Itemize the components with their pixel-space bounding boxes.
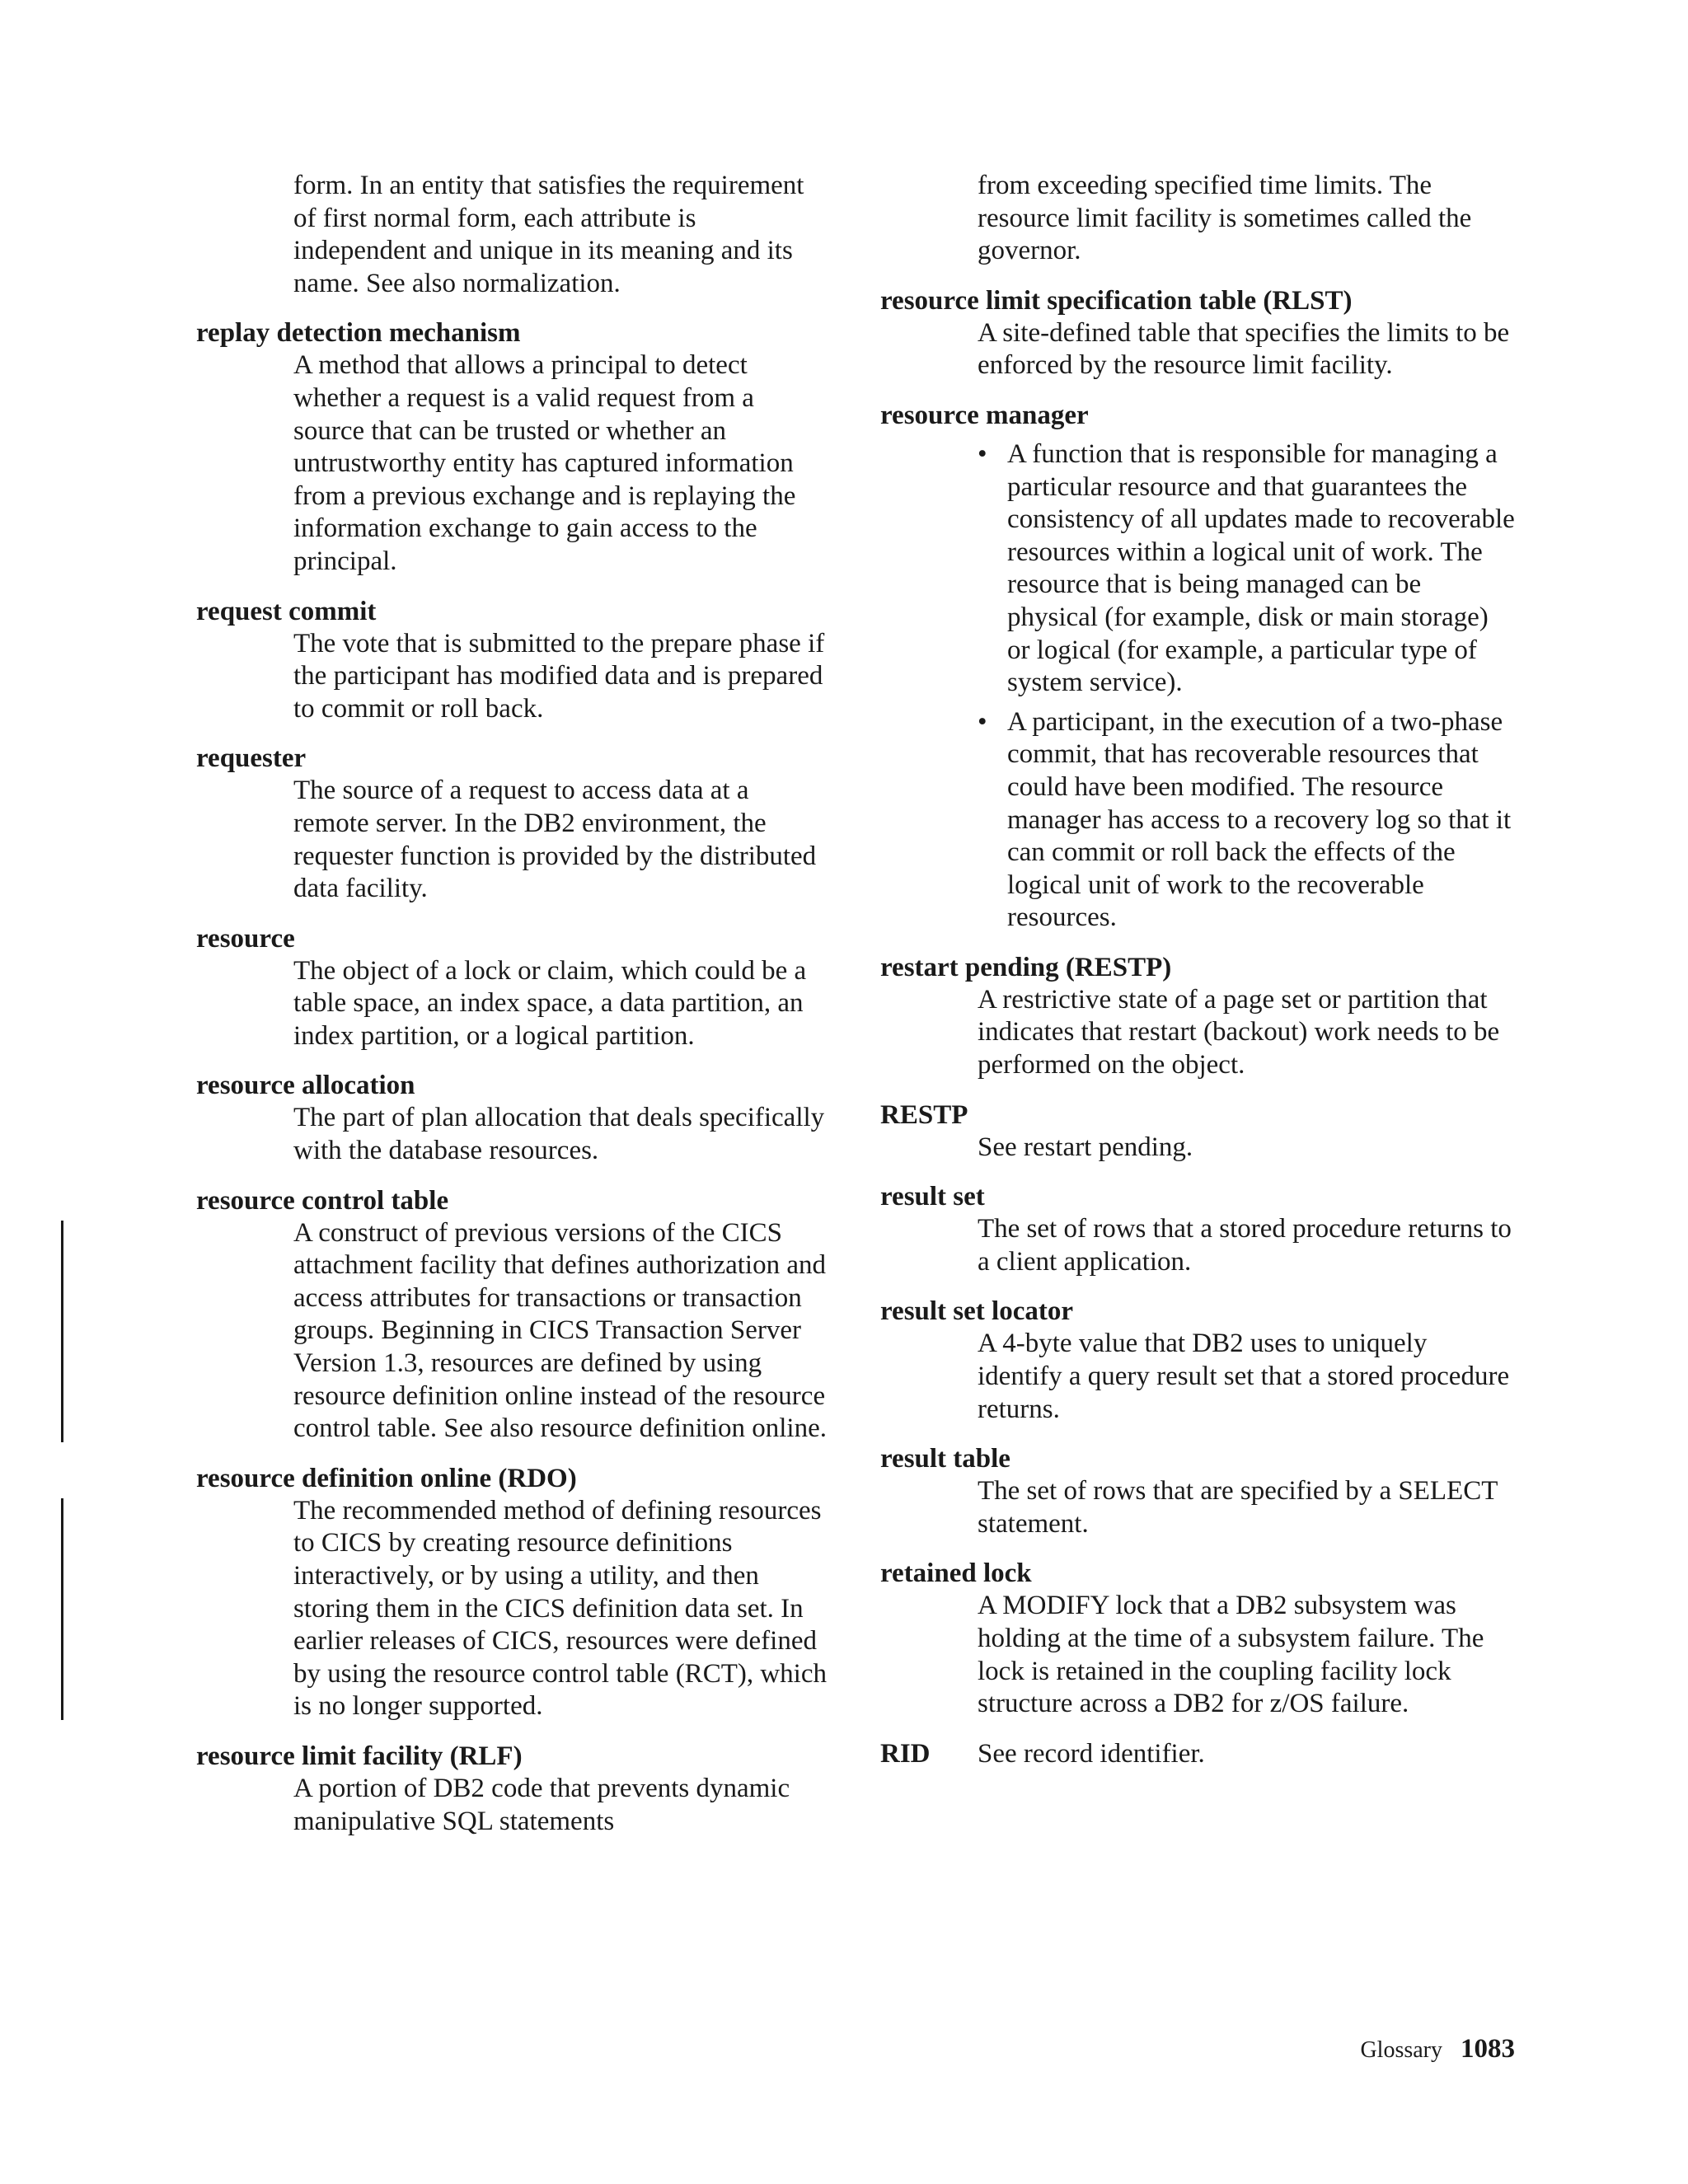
entry-term: result set <box>880 1182 985 1212</box>
entry-term: resource definition online (RDO) <box>196 1463 577 1493</box>
footer-label: Glossary <box>1360 2037 1442 2063</box>
glossary-entry-resource <box>196 922 831 1053</box>
entry-term: resource manager <box>880 400 1089 430</box>
entry-term: resource control table <box>196 1185 449 1216</box>
entry-definition: form. In an entity that satisfies the requirement of first normal form, each attribute is independent and unique in its meaning and its name. See also normalization. <box>293 171 804 298</box>
glossary-entry-request-commit <box>196 595 831 726</box>
entry-definition: The object of a lock or claim, which could be a table space, an index space, a data partition, an index partition, or a logical partition. <box>293 955 807 1051</box>
left-column <box>196 170 831 1854</box>
glossary-entry-rid <box>880 1737 1515 1771</box>
entry-term: resource allocation <box>196 1071 415 1101</box>
entry-term: RESTP <box>880 1099 968 1130</box>
entry-term: resource limit specification table (RLST) <box>880 285 1353 316</box>
entry-term: request commit <box>196 596 377 626</box>
glossary-entry-retained-lock <box>880 1557 1515 1720</box>
entry-term: result table <box>880 1444 1010 1474</box>
glossary-entry-result-set-locator <box>880 1295 1515 1426</box>
entry-definition: The source of a request to access data at a remote server. In the DB2 environment, the requester function is provided by the distributed data facility. <box>293 776 817 904</box>
entry-definition: A MODIFY lock that a DB2 subsystem was holding at the time of a subsystem failure. The lock is retained in the coupling facility lock structure across a DB2 for z/OS failure. <box>978 1591 1484 1719</box>
right-column <box>880 170 1515 1787</box>
entry-definition: A portion of DB2 code that prevents dynamic manipulative SQL statements <box>293 1773 790 1836</box>
entry-term: resource limit facility (RLF) <box>196 1741 523 1771</box>
entry-definition: The recommended method of defining resources to CICS by creating resource definitions interactively, or by using a utility, and then storing them in the CICS definition data set. In earlier releases of CICS, resources were defined by using the resource control table (RCT), which is no longer supported. <box>293 1495 827 1722</box>
glossary-entry-requester <box>196 742 831 905</box>
definition-bullet-list <box>978 438 1515 935</box>
revision-bar <box>61 1498 63 1720</box>
glossary-entry-replay-detection-mechanism <box>196 316 831 578</box>
entry-term: result set locator <box>880 1296 1073 1327</box>
glossary-entry-resource-control-table <box>196 1184 831 1446</box>
page-number: 1083 <box>1461 2034 1515 2064</box>
entry-definition: The vote that is submitted to the prepare phase if the participant has modified data and is prepared to commit or roll back. <box>293 628 825 724</box>
revision-bar <box>61 1221 63 1442</box>
entry-term: restart pending (RESTP) <box>880 952 1172 982</box>
entry-definition: The set of rows that are specified by a SELECT statement. <box>978 1476 1498 1539</box>
entry-definition: A site-defined table that specifies the limits to be enforced by the resource limit facility. <box>978 317 1510 381</box>
continued-entry <box>196 170 831 300</box>
entry-definition: The set of rows that a stored procedure returns to a client application. <box>978 1214 1512 1277</box>
glossary-entry-result-table <box>880 1442 1515 1540</box>
revised-definition <box>196 1217 831 1446</box>
glossary-entry-restart-pending <box>880 951 1515 1082</box>
entry-definition: A 4-byte value that DB2 uses to uniquely identify a query result set that a stored procedure returns. <box>978 1329 1510 1424</box>
bullet-glyph: • <box>978 706 987 737</box>
list-item <box>978 706 1515 935</box>
entry-definition: The part of plan allocation that deals specifically with the database resources. <box>293 1103 825 1166</box>
entry-definition: See restart pending. <box>978 1132 1193 1162</box>
bullet-text: A function that is responsible for managing a particular resource and that guarantees the consistency of all updates made to recoverable resources within a logical unit of work. The resource that is being managed can be physical (for example, disk or main storage) or logical (for example, a particular type of system service). <box>1007 438 1515 698</box>
entry-term: retained lock <box>880 1558 1032 1589</box>
bullet-glyph: • <box>978 438 987 469</box>
entry-definition: A construct of previous versions of the CICS attachment facility that defines authorization and access attributes for transactions or transaction groups. Beginning in CICS Transaction Server Version 1.3, resources are defined by using resource definition online instead of the resource control table. See also resource definition online. <box>293 1217 827 1444</box>
glossary-entry-result-set <box>880 1180 1515 1278</box>
entry-definition: A method that allows a principal to detect whether a request is a valid request from a source that can be trusted or whether an untrustworthy entity has captured information from a previous exchange and is replaying the information exchange to gain access to the principal. <box>293 350 796 576</box>
glossary-entry-restp <box>880 1099 1515 1165</box>
glossary-entry-resource-manager <box>880 399 1515 935</box>
continued-entry <box>880 170 1515 268</box>
bullet-text: A participant, in the execution of a two-phase commit, that has recoverable resources that could have been modified. The resource manager has access to a recovery log so that it can commit or roll back the effects of the logical unit of work to the recoverable resources. <box>1007 706 1512 933</box>
entry-term: replay detection mechanism <box>196 318 521 349</box>
glossary-entry-rlst <box>880 284 1515 382</box>
entry-definition: from exceeding specified time limits. The resource limit facility is sometimes called the governor. <box>978 171 1472 266</box>
list-item <box>978 438 1515 700</box>
glossary-entry-resource-allocation <box>196 1069 831 1167</box>
entry-term: resource <box>196 923 295 954</box>
revised-definition <box>196 1495 831 1723</box>
glossary-entry-resource-definition-online <box>196 1462 831 1723</box>
entry-definition: A restrictive state of a page set or partition that indicates that restart (backout) work needs to be performed on the object. <box>978 984 1500 1080</box>
page-footer <box>1360 2034 1515 2064</box>
glossary-entry-resource-limit-facility <box>196 1740 831 1838</box>
entry-term: RID <box>880 1738 931 1769</box>
entry-term: requester <box>196 743 307 774</box>
entry-definition: See record identifier. <box>978 1738 1205 1769</box>
